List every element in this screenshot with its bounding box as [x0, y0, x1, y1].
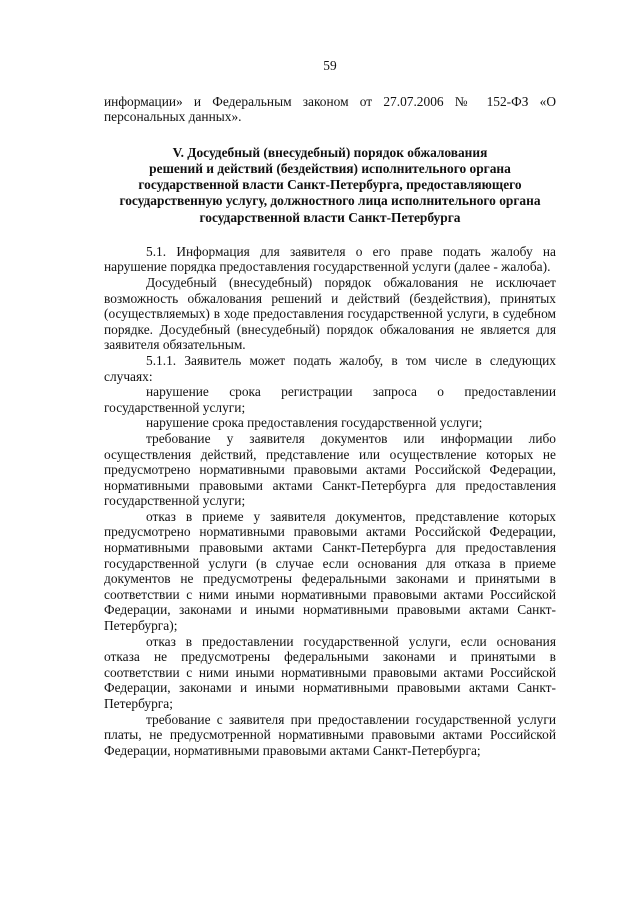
- paragraph-5-1: 5.1. Информация для заявителя о его праве подать жалобу на нарушение порядка предоставления государственной услуги (далее - жалоба).: [104, 243, 556, 275]
- document-page: [104, 58, 556, 758]
- paragraph-pretrial-procedure: Досудебный (внесудебный) порядок обжалования не исключает возможность обжалования решений и действий (бездействия), принятых (осуществляемых) в ходе предоставления государственной услуги, в судебном порядке. Досудебный (внесудебный) порядок обжалования не является для заявителя обязательным.: [104, 274, 556, 353]
- page-number: 59: [323, 58, 337, 73]
- list-item-registration-deadline: нарушение срока регистрации запроса о предоставлении государственной услуги;: [104, 384, 556, 415]
- heading-line: государственной власти Санкт-Петербурга, предоставляющего: [138, 177, 522, 193]
- list-item-fee-demand: требование с заявителя при предоставлении государственной услуги платы, не предусмотренной нормативными правовыми актами Российской Федерации, нормативными правовыми актами Санкт-Петербурга;: [104, 711, 556, 758]
- section-heading: [104, 145, 556, 226]
- list-item-service-deadline: нарушение срока предоставления государственной услуги;: [146, 415, 483, 431]
- intro-paragraph: информации» и Федеральным законом от 27.07.2006 № 152-ФЗ «О персональных данных».: [104, 93, 556, 125]
- list-item-refusal-acceptance: отказ в приеме у заявителя документов, представление которых предусмотрено нормативными правовыми актами Российской Федерации, нормативными правовыми актами Санкт-Петербурга для предоставления государственной услуги (в случае если основания для отказа в приеме документов не предусмотрены федеральными законами и принятыми в соответствии с ними иными нормативными правовыми актами Российской Федерации, законами и иными нормативными правовыми актами Санкт-Петербурга);: [104, 508, 556, 634]
- heading-line: государственной власти Санкт-Петербурга: [199, 209, 461, 225]
- heading-line: решений и действий (бездействия) исполнительного органа: [149, 160, 511, 176]
- list-item-extra-documents: требование у заявителя документов или информации либо осуществления действий, представление или осуществление которых не предусмотрено нормативными правовыми актами Российской Федерации, нормативными правовыми актами Санкт-Петербурга для предоставления государственной услуги;: [104, 430, 556, 509]
- heading-line: государственную услугу, должностного лица исполнительного органа: [119, 193, 541, 209]
- heading-line: V. Досудебный (внесудебный) порядок обжалования: [172, 144, 488, 160]
- paragraph-5-1-1: 5.1.1. Заявитель может подать жалобу, в том числе в следующих случаях:: [104, 352, 556, 384]
- list-item-refusal-service: отказ в предоставлении государственной услуги, если основания отказа не предусмотрены федеральными законами и принятыми в соответствии с ними иными нормативными правовыми актами Российской Федерации, законами и иными нормативными правовыми актами Санкт-Петербурга;: [104, 633, 556, 712]
